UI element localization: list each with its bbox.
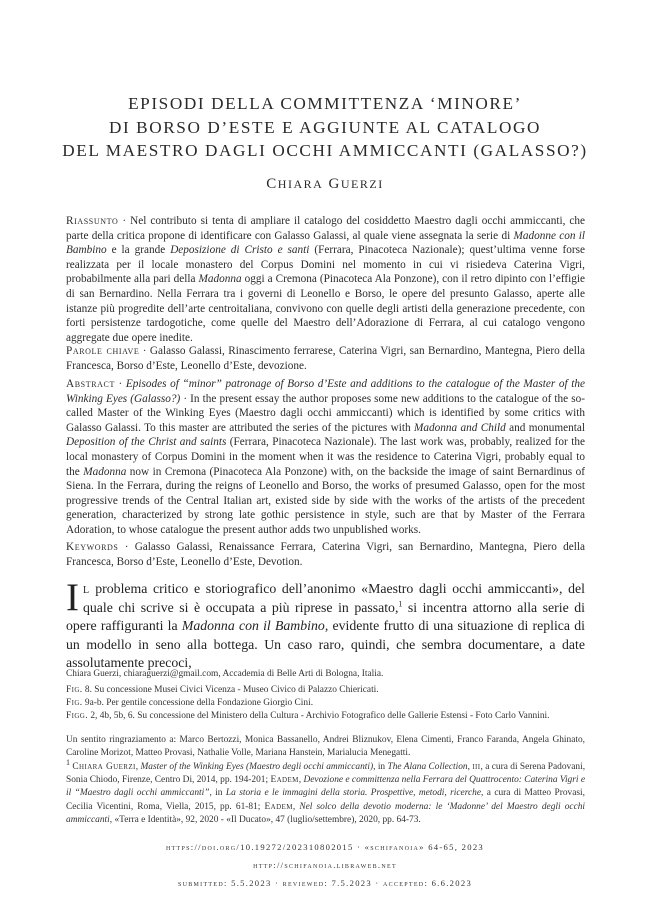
article-title <box>40 92 610 163</box>
abstract-paragraph: Abstract · Episodes of “minor” patronage of Borso d’Este and additions to the catalogue of the Master of the Winking Eyes (Galasso?) · In the present essay the author proposes some new additions to the catalogue of the so-called Master of the Winking Eyes (Maestro dagli occhi ammiccanti) which is identified by some critics with Galasso Galassi. To this master are attributed the series of the pictures with Madonna and Child and monumental Deposition of the Christ and saints (Ferrara, Pinacoteca Nazionale). The last work was, probably, realized for the local monastery of Corpus Domini in the moment when it was the residence to Caterina Vigri, probably equal to the Madonna now in Cremona (Pinacoteca Ala Ponzone) with, on the backside the image of saint Bernardinus of Siena. In the Ferrara, during the reigns of Leonello and Borso, the works of presumed Galasso, open for the most progressive trends of the Central Italian art, existed side by side with the works of the artists of the precedent generation, characterized by strong late gothic persistence in style, such are that by Master of the Ferrara Adoration, to whose catalogue the present author adds two unpublished works. <box>66 378 586 536</box>
footnote-1: 1 Chiara Guerzi, Master of the Winking Eyes (Maestro degli occhi ammiccanti), in The Alana Collection, iii, a cura di Serena Padovani, Sonia Chiodo, Firenze, Centro Di, 2014, pp. 194-201; Eadem, Devozione e committenza nella Ferrara del Quattrocento: Caterina Vigri e il “Maestro dagli occhi ammiccanti”, in La storia e le immagini della storia. Prospettive, metodi, ricerche, a cura di Matteo Provasi, Cecilia Vicentini, Roma, Viella, 2015, pp. 61-81; Eadem, Nel solco della devotio moderna: le ‘Madonne’ del Maestro degli occhi ammiccanti, «Terra e Identità», 92, 2020 - «Il Ducato», 47 (luglio/settembre), 2020, pp. 64-73. <box>66 757 586 825</box>
footnote-number: 1 <box>66 757 70 767</box>
author-affiliation: Chiara Guerzi, chiaraguerzi@gmail.com, Accademia di Belle Arti di Bologna, Italia. <box>66 669 384 679</box>
author-name: CHIARA GUERZI <box>266 176 384 192</box>
keywords-paragraph: Keywords · Galasso Galassi, Renaissance Ferrara, Caterina Vigri, san Bernardino, Mantegna, Piero della Francesca, Borso d’Este, Leonello d’Este, Devotion. <box>66 541 585 568</box>
journal-url-link[interactable]: http://schifanoia.libraweb.net <box>253 860 397 870</box>
submission-dates: submitted: 5.5.2023 · reviewed: 7.5.2023 · accepted: 6.6.2023 <box>177 878 473 888</box>
figure-credit-line: Fig. 9a-b. Per gentile concessione della Fondazione Giorgio Cini. <box>66 698 314 709</box>
title-line-2: DI BORSO D’ESTE E AGGIUNTE AL CATALOGO <box>108 117 542 137</box>
body-paragraph: Il problema critico e storiografico dell’anonimo «Maestro dagli occhi ammiccanti», del quale chi scrive si è occupata a più riprese in passato,$^1$ si incentra attorno alla serie di opere raffiguranti la Madonna con il Bambino, evidente frutto di una situazione di replica di un modello in seno alla bottega. Un caso raro, quindi, che sembra documentare, a date assolutamente precoci, <box>66 576 586 670</box>
doi-link[interactable]: https://doi.org/10.19272/202310802015 · «schifanoia» 64-65, 2023 <box>165 842 485 852</box>
acknowledgements: Un sentito ringraziamento a: Marco Bertozzi, Monica Bassanello, Andrei Bliznukov, Elena Cimenti, Franco Faranda, Angela Ghinato, Caroline Morizot, Matteo Provasi, Nathalie Volle, Mariana Hanstein, Marialucia Menegatti. <box>66 735 585 759</box>
footnote-ref[interactable]: 1 <box>398 598 403 608</box>
parole-chiave-paragraph: Parole chiave · Galasso Galassi, Rinascimento ferrarese, Caterina Vigri, san Bernardino, Mantegna, Piero della Francesca, Borso d’Este, Leonello d’Este, devozione. <box>66 345 585 372</box>
title-line-1: EPISODI DELLA COMMITTENZA ‘MINORE’ <box>128 94 522 113</box>
abstract-label: Abstract <box>66 378 115 390</box>
keywords-label: Keywords <box>66 541 119 553</box>
riassunto-paragraph: Riassunto · Nel contributo si tenta di ampliare il catalogo del cosiddetto Maestro dagli occhi ammiccanti, che parte della critica propone di identificare con Galasso Galassi, al quale viene assegnata la serie di Madonne con il Bambino e la grande Deposizione di Cristo e santi (Ferrara, Pinacoteca Nazionale); quest’ultima venne forse realizzata per il locale monastero del Corpus Domini nel momento in cui vi risiedeva Caterina Vigri, probabilmente alla pari della Madonna oggi a Cremona (Pinacoteca Ala Ponzone), con il retro dipinto con l’effigie di san Bernardino. Nella Ferrara tra i governi di Leonello e Borso, le opere del presunto Galasso, aperte alle istanze più progredite dell’arte centroitaliana, convivono con quelle degli artisti della generazione precedente, con forti persistenze tardogotiche, come quelle del Maestro dell’Adorazione di Ferrara, al cui catalogo vengono aggregate due opere inedite. <box>66 215 585 344</box>
figure-credit-line: Fig. 8. Su concessione Musei Civici Vicenza - Museo Civico di Palazzo Chiericati. <box>66 685 379 695</box>
riassunto-label: Riassunto <box>66 215 119 227</box>
figure-credit-line: Figg. 2, 4b, 5b, 6. Su concessione del Ministero della Cultura - Archivio Fotografico delle Gallerie Estensi - Foto Carlo Vannini. <box>66 711 550 722</box>
figure-credits <box>66 684 585 724</box>
parole-chiave-label: Parole chiave <box>66 345 140 357</box>
title-line-3: DEL MAESTRO DAGLI OCCHI AMMICCANTI (GALASSO?) <box>62 141 588 160</box>
drop-cap: I <box>66 576 79 619</box>
